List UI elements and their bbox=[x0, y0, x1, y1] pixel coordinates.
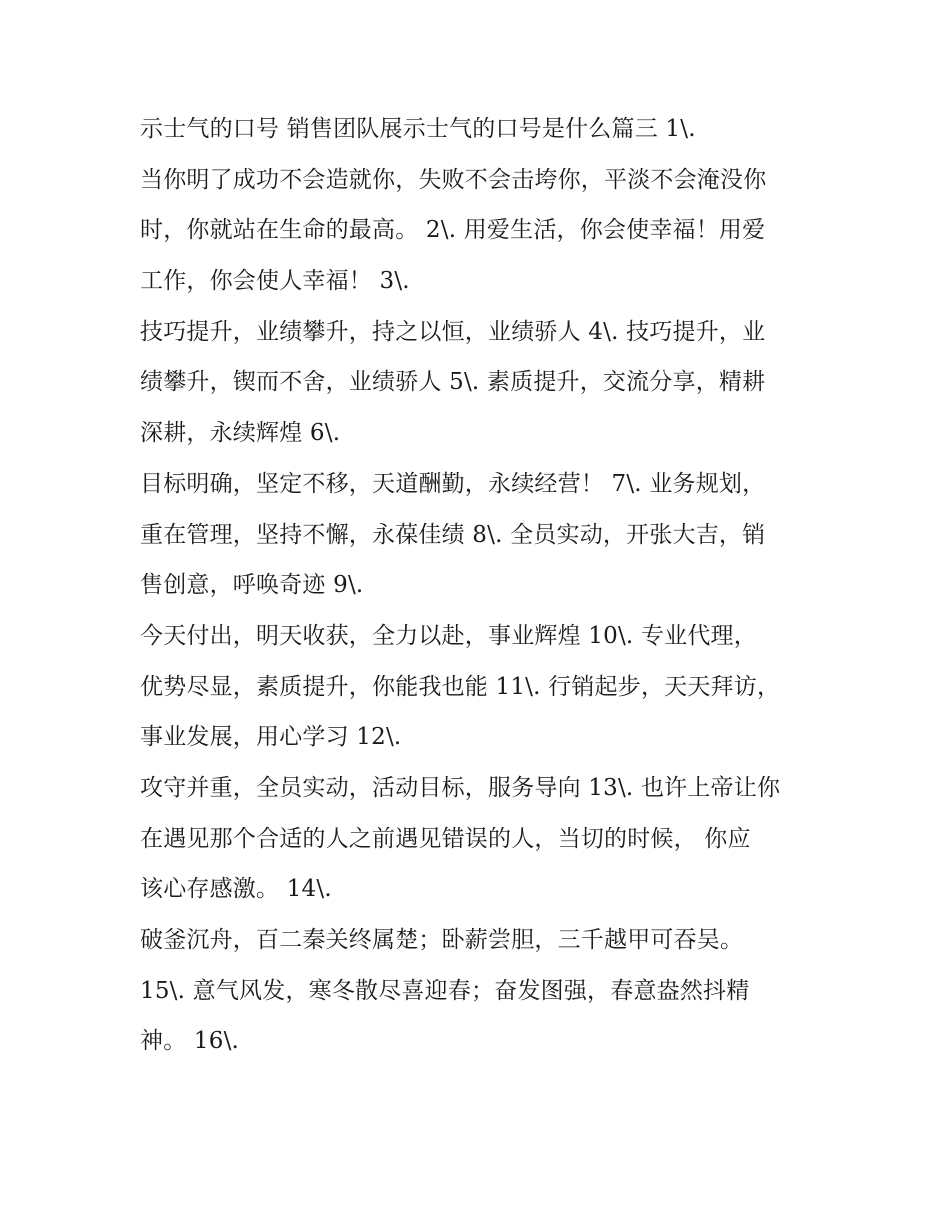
text-line: 15\. 意气风发，寒冬散尽喜迎春；奋发图强，春意盎然抖精 bbox=[140, 977, 750, 1004]
text-line: 破釜沉舟，百二秦关终属楚；卧薪尝胆，三千越甲可吞吴。 bbox=[140, 927, 744, 953]
text-line: 今天付出，明天收获，全力以赴，事业辉煌 10\. 专业代理， bbox=[140, 622, 757, 649]
text-line: 神。 16\. bbox=[140, 1028, 240, 1055]
text-line: 深耕，永续辉煌 6\. bbox=[140, 420, 341, 447]
text-line: 示士气的口号 销售团队展示士气的口号是什么篇三 1\. bbox=[140, 116, 696, 142]
text-line: 事业发展，用心学习 12\. bbox=[140, 724, 402, 751]
text-line: 工作，你会使人幸福！ 3\. bbox=[140, 268, 410, 295]
text-line: 该心存感激。 14\. bbox=[140, 876, 332, 903]
text-line: 时，你就站在生命的最高。 2\. 用爱生活，你会使幸福！用爱 bbox=[140, 217, 766, 244]
text-line: 目标明确，坚定不移，天道酬勤，永续经营！ 7\. 业务规划， bbox=[140, 470, 766, 497]
text-line: 重在管理，坚持不懈，永葆佳绩 8\. 全员实动，开张大吉，销 bbox=[140, 521, 766, 548]
text-line: 在遇见那个合适的人之前遇见错误的人，当切的时候， 你应 bbox=[140, 825, 751, 852]
text-line: 技巧提升，业绩攀升，持之以恒，业绩骄人 4\. 技巧提升，业 bbox=[140, 318, 766, 345]
text-line: 售创意，呼唤奇迹 9\. bbox=[140, 572, 364, 599]
text-line: 优势尽显，素质提升，你能我也能 11\. 行销起步，天天拜访， bbox=[140, 673, 781, 700]
document-body bbox=[140, 104, 830, 1067]
text-line: 当你明了成功不会造就你，失败不会击垮你，平淡不会淹没你 bbox=[140, 166, 767, 193]
text-line: 攻守并重，全员实动，活动目标，服务导向 13\. 也许上帝让你 bbox=[140, 774, 781, 801]
text-line: 绩攀升，锲而不舍，业绩骄人 5\. 素质提升，交流分享，精耕 bbox=[140, 369, 766, 396]
